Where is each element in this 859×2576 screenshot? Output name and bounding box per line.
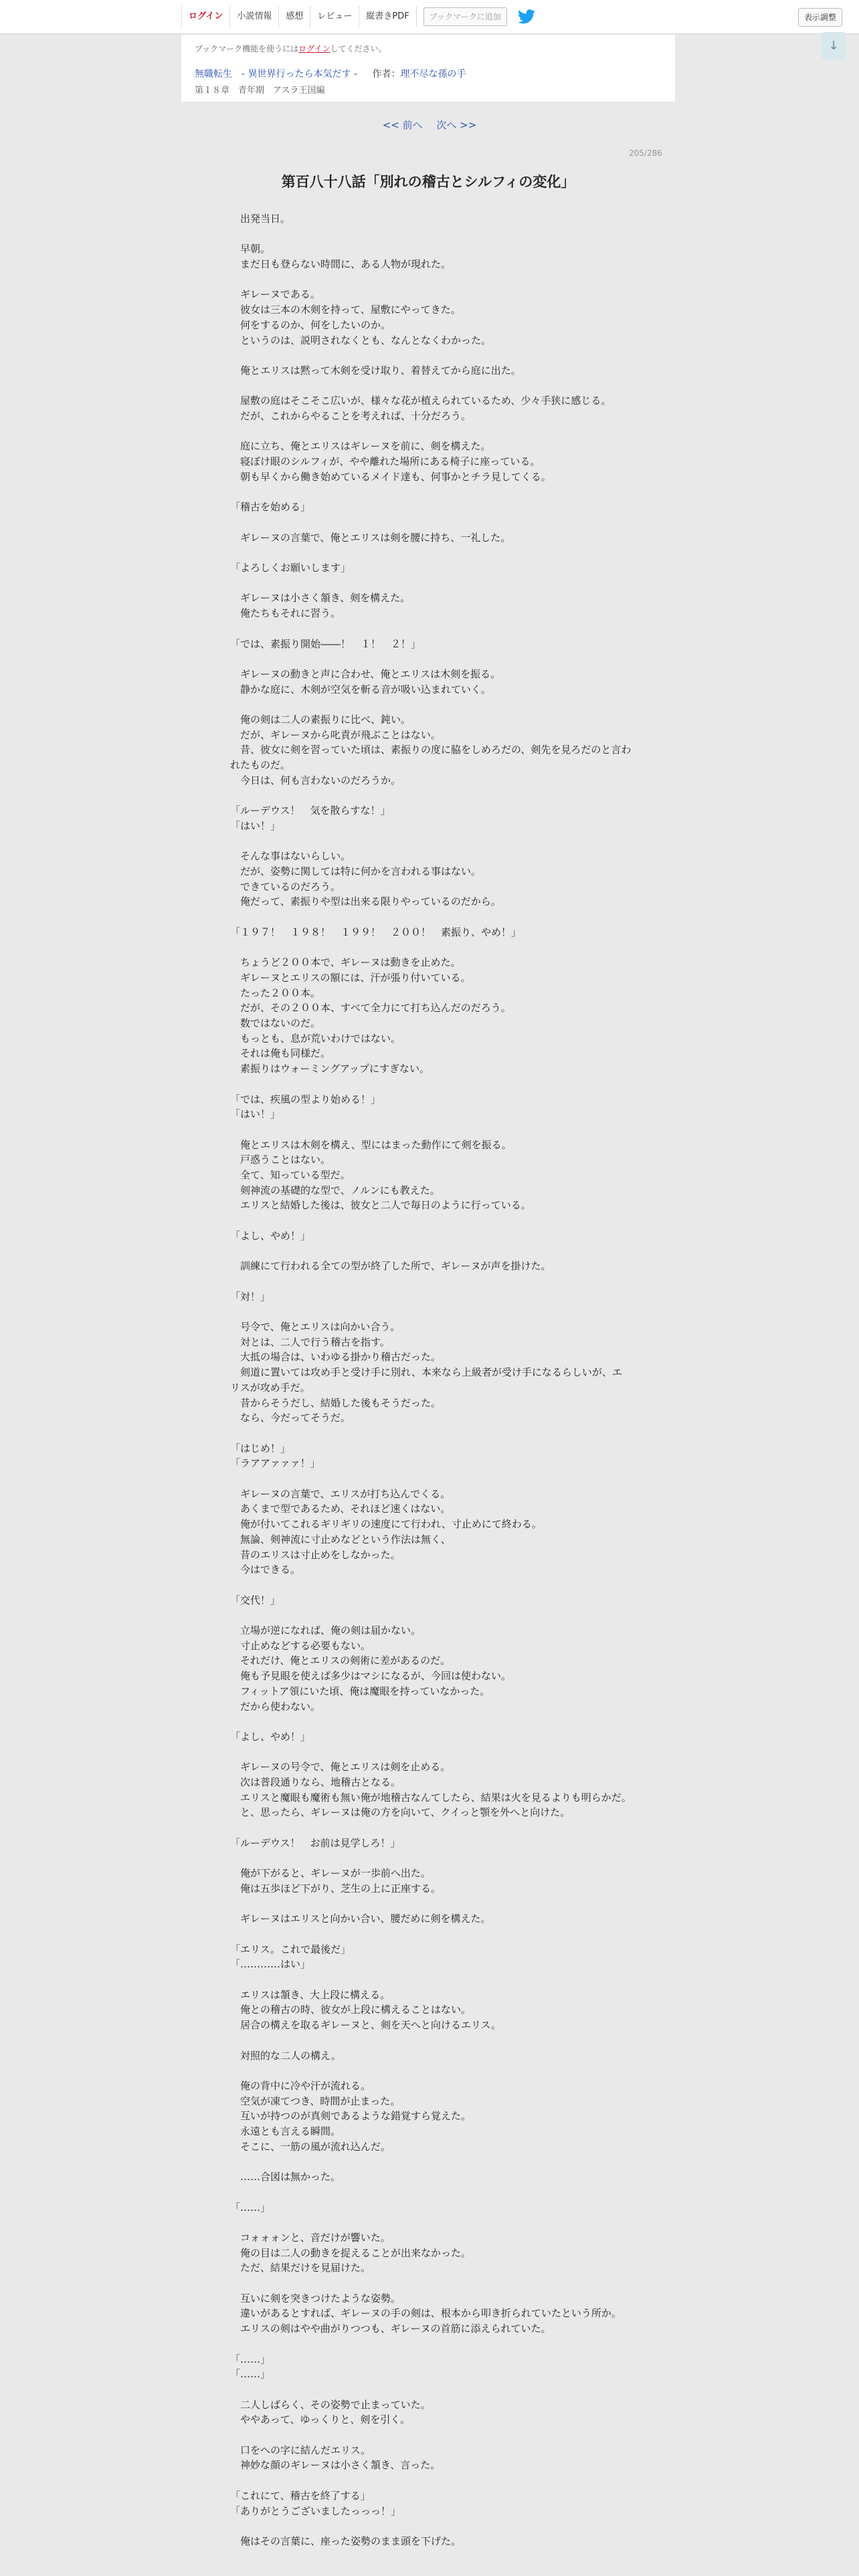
body-line: だが、これからやることを考えれば、十分だろう。 — [230, 410, 472, 423]
body-line: 朝も早くから働き始めているメイド達も、何事かとチラ見してくる。 — [230, 470, 551, 483]
body-line: 俺の目は二人の動きを捉えることが出来なかった。 — [230, 2246, 472, 2259]
body-line: 俺たちもそれに習う。 — [230, 607, 341, 620]
body-line: 寸止めなどする必要もない。 — [230, 1639, 371, 1652]
body-line — [230, 1077, 632, 1092]
body-line: 俺だって、素振りや型は出来る限りやっているのだから。 — [230, 895, 501, 908]
body-line: まだ日も登らない時間に、ある人物が現れた。 — [230, 258, 452, 271]
body-line: フィットア領にいた頃、俺は魔眼を持っていなかった。 — [230, 1685, 490, 1697]
body-line: ギレーヌはエリスと向かい合い、腰だめに剣を構えた。 — [230, 1913, 491, 1925]
body-line: 空気が凍てつき、時間が止まった。 — [230, 2095, 401, 2107]
body-line — [230, 2518, 632, 2534]
body-line: そんな事はないらしい。 — [230, 850, 351, 863]
body-line: コォォォンと、音だけが響いた。 — [230, 2231, 391, 2244]
body-line — [230, 1714, 632, 1729]
body-line: 互いに剣を突きつけたような姿勢。 — [230, 2292, 401, 2304]
top-navigation — [0, 0, 859, 34]
body-line — [230, 424, 632, 439]
notice-text: ブックマーク機能を使うには — [195, 44, 299, 53]
body-line: と、思ったら、ギレーヌは俺の方を向いて、クイっと顎を外へと向けた。 — [230, 1806, 571, 1819]
body-line: 全て、知っている型だ。 — [230, 1169, 351, 1182]
impressions-link[interactable]: 感想 — [279, 6, 310, 27]
body-line — [230, 2382, 632, 2397]
body-line: 「……」 — [230, 2353, 271, 2365]
body-line: エリスの剣はやや曲がりつつも、ギレーヌの首筋に添えられていた。 — [230, 2323, 551, 2335]
body-line: 「エリス。これで最後だ」 — [230, 1943, 351, 1955]
body-line: 「ルーデウス！ お前は見学しろ！」 — [230, 1836, 401, 1849]
body-line: ……合図は無かった。 — [230, 2171, 341, 2183]
body-line — [230, 834, 632, 849]
chapter-title: 第１８章 青年期 アスラ王国編 — [195, 86, 325, 96]
body-line: 数ではないのだ。 — [230, 1017, 321, 1030]
body-line — [230, 651, 632, 667]
body-line: 口をへの字に結んだエリス。 — [230, 2444, 371, 2456]
body-line: エリスと魔眼も魔術も無い俺が地稽古なんてしたら、結果は火を見るよりも明らかだ。 — [230, 1791, 632, 1804]
body-line — [230, 1927, 632, 1942]
body-line: ギレーヌは小さく頷き、剣を構えた。 — [230, 592, 411, 605]
body-line — [230, 2033, 632, 2048]
vertical-pdf-link[interactable]: 縦書きPDF — [359, 6, 416, 27]
body-line — [230, 545, 632, 560]
body-line: エリスは頷き、大上段に構える。 — [230, 1988, 391, 2001]
body-line — [230, 1897, 632, 1912]
body-line: 「では、疾風の型より始める！」 — [230, 1093, 381, 1105]
body-line: 俺が付いてこれるギリギリの速度にて行われ、寸止めにて終わる。 — [230, 1518, 542, 1531]
body-line: ギレーヌの号令で、俺とエリスは剣を止める。 — [230, 1761, 451, 1774]
body-line: 「では、素振り開始――！ １！ ２！」 — [230, 637, 421, 650]
body-line: ギレーヌの言葉で、俺とエリスは剣を腰に持ち、一礼した。 — [230, 531, 511, 544]
body-line: ただ、結果だけを見届けた。 — [230, 2262, 371, 2274]
body-line: 「はい！」 — [230, 1108, 281, 1121]
body-line: それだけ、俺とエリスの剣術に差があるのだ。 — [230, 1654, 451, 1667]
body-line: だから使わない。 — [230, 1700, 321, 1713]
body-line — [230, 379, 632, 394]
body-line: 俺が下がると、ギレーヌが一歩前へ出た。 — [230, 1867, 431, 1880]
body-line: 俺とエリスは木剣を構え、型にはまった動作にて剣を振る。 — [230, 1138, 512, 1151]
body-line — [230, 2154, 632, 2169]
body-line: 立場が逆になれば、俺の剣は届かない。 — [230, 1624, 421, 1636]
body-line: 次は普段通りなら、地稽古となる。 — [230, 1776, 401, 1788]
body-line — [230, 515, 632, 530]
body-line: エリスと結婚した後は、彼女と二人で毎日のように行っている。 — [230, 1199, 531, 1212]
body-line: だが、ギレーヌから叱責が飛ぶことはない。 — [230, 728, 441, 741]
body-line: 対とは、二人で行う稽古を指す。 — [230, 1335, 390, 1348]
body-line: ギレーヌとエリスの額には、汗が張り付いている。 — [230, 971, 471, 984]
body-line: 「よろしくお願いします」 — [230, 562, 351, 574]
body-line — [230, 1274, 632, 1289]
body-line: それは俺も同様だ。 — [230, 1047, 331, 1060]
body-line: できているのだろう。 — [230, 880, 341, 893]
body-line: なら、今だってそうだ。 — [230, 1412, 351, 1424]
body-line — [230, 1608, 632, 1623]
body-line: 戸惑うことはない。 — [230, 1154, 331, 1166]
body-line: 違いがあるとすれば、ギレーヌの手の剣は、根本から叩き折られていたという所か。 — [230, 2307, 622, 2320]
body-line — [230, 348, 632, 363]
body-line: 剣神流の基礎的な型で、ノルンにも教えた。 — [230, 1184, 440, 1196]
twitter-icon[interactable] — [518, 9, 535, 24]
body-line: 「はじめ！」 — [230, 1442, 291, 1455]
page-count: 205/286 — [629, 148, 662, 158]
body-line: ギレーヌの動きと声に合わせ、俺とエリスは木剣を振る。 — [230, 667, 501, 680]
body-line — [230, 909, 632, 925]
body-line: ちょうど２００本で、ギレーヌは動きを止めた。 — [230, 956, 461, 969]
display-settings-button[interactable]: 表示調整 — [798, 8, 842, 27]
body-line: 「対！」 — [230, 1290, 271, 1303]
body-line: 「…………はい」 — [230, 1958, 311, 1971]
body-line: 今はできる。 — [230, 1564, 301, 1576]
body-line — [230, 1122, 632, 1138]
body-line: 「よし、やめ！」 — [230, 1229, 311, 1242]
body-line: 昔、彼女に剣を習っていた頃は、素振りの度に脇をしめろだの、剣先を見ろだのと言われたものだ。 — [230, 744, 632, 772]
body-line — [230, 1820, 632, 1836]
body-line: 俺との稽古の時、彼女が上段に構えることはない。 — [230, 2004, 472, 2016]
body-line — [230, 1213, 632, 1228]
body-line — [230, 940, 632, 956]
body-line: ややあって、ゆっくりと、剣を引く。 — [230, 2413, 411, 2426]
body-line: 訓練にて行われる全ての型が終了した所で、ギレーヌが声を掛けた。 — [230, 1260, 551, 1273]
body-line: そこに、一筋の風が流れ込んだ。 — [230, 2140, 391, 2153]
pager — [0, 118, 859, 132]
body-line: 出発当日。 — [230, 213, 291, 225]
body-line: 俺の背中に冷や汗が流れる。 — [230, 2079, 371, 2092]
body-line: 号令で、俺とエリスは向かい合う。 — [230, 1320, 401, 1333]
login-link[interactable]: ログイン — [181, 6, 230, 27]
body-line: 互いが持つのが真剣であるような錯覚すら覚えた。 — [230, 2110, 472, 2123]
body-line: 俺も予見眼を使えば多少はマシになるが、今回は使わない。 — [230, 1670, 512, 1683]
add-bookmark-button[interactable]: ブックマークに追加 — [423, 7, 507, 26]
body-line — [230, 2063, 632, 2078]
body-line — [230, 2337, 632, 2352]
body-line: 庭に立ち、俺とエリスはギレーヌを前に、剣を構えた。 — [230, 440, 491, 453]
novel-info-link[interactable]: 小説情報 — [230, 6, 279, 27]
body-line: 「交代！」 — [230, 1594, 281, 1606]
series-title-link[interactable]: 無職転生 - 異世界行ったら本気だす - — [195, 69, 358, 80]
arrow-down-icon: ↓ — [828, 39, 839, 53]
bookmark-notice — [195, 43, 387, 54]
body-line: あくまで型であるため、それほど速くはない。 — [230, 1503, 451, 1515]
body-line: 「ルーデウス！ 気を散らすな！」 — [230, 804, 391, 817]
body-line: 昔からそうだし、結婚した後もそうだった。 — [230, 1396, 442, 1409]
body-line: 「ラアアァァァ！」 — [230, 1457, 320, 1470]
body-line: 神妙な顔のギレーヌは小さく頷き、言った。 — [230, 2459, 441, 2472]
body-line: 俺とエリスは黙って木剣を受け取り、着替えてから庭に出た。 — [230, 364, 521, 377]
body-line — [230, 1578, 632, 1593]
next-link[interactable]: 次へ >> — [436, 119, 477, 131]
body-line: 剣道に置いては攻め手と受け手に別れ、本来なら上級者が受け手になるらしいが、エリスが攻め手だ。 — [230, 1366, 622, 1394]
body-line: 「……」 — [230, 2201, 271, 2214]
body-line — [230, 576, 632, 591]
body-line — [230, 697, 632, 712]
notice-text-end: してください。 — [330, 44, 387, 53]
nav-menu — [181, 6, 535, 27]
author-link[interactable]: 理不尽な孫の手 — [400, 69, 466, 80]
body-line: 屋敷の庭はそこそこ広いが、様々な花が植えられているため、少々手狭に感じる。 — [230, 395, 611, 407]
body-line — [230, 2215, 632, 2230]
body-line — [230, 1244, 632, 1259]
body-line — [230, 2185, 632, 2200]
body-line: 俺は五歩ほど下がり、芝生の上に正座する。 — [230, 1882, 442, 1895]
body-line — [230, 2473, 632, 2488]
body-line: 静かな庭に、木剣が空気を斬る音が吸い込まれていく。 — [230, 683, 491, 695]
body-line: ギレーヌの言葉で、エリスが打ち込んでくる。 — [230, 1487, 451, 1500]
body-line: 二人しばらく、その姿勢で止まっていた。 — [230, 2398, 431, 2411]
body-line — [230, 1471, 632, 1487]
body-line — [230, 621, 632, 637]
prev-link[interactable]: << 前へ — [382, 119, 423, 131]
body-line: 「これにて、稽古を終了する」 — [230, 2489, 371, 2502]
body-line — [230, 2428, 632, 2443]
body-line: だが、姿勢に関しては特に何かを言われる事はない。 — [230, 865, 482, 878]
body-line: 寝ぼけ眼のシルフィが、やや離れた場所にある椅子に座っている。 — [230, 455, 541, 468]
body-line — [230, 485, 632, 500]
series-line — [195, 67, 466, 80]
body-line: たった２００本。 — [230, 986, 321, 999]
body-line — [230, 1850, 632, 1866]
scroll-down-button[interactable] — [822, 32, 846, 60]
body-line: 「稽古を始める」 — [230, 501, 311, 514]
body-line: 無論、剣神流に寸止めなどという作法は無く、 — [230, 1533, 451, 1545]
review-link[interactable]: レビュー — [310, 6, 359, 27]
body-line: 「はい！」 — [230, 819, 281, 832]
body-line — [230, 1972, 632, 1988]
body-line: 俺はその言葉に、座った姿勢のまま頭を下げた。 — [230, 2535, 462, 2547]
novel-info-box — [181, 35, 675, 102]
body-line: 昔のエリスは寸止めをしなかった。 — [230, 1548, 401, 1561]
body-line: もっとも、息が荒いわけではない。 — [230, 1032, 401, 1045]
body-line — [230, 2276, 632, 2291]
body-line: というのは、説明されなくとも、なんとなくわかった。 — [230, 334, 492, 346]
body-line: 「……」 — [230, 2368, 271, 2381]
body-line: 彼女は三本の木剣を持って、屋敷にやってきた。 — [230, 304, 461, 316]
body-line: 「１９７！ １９８！ １９９！ ２００！ 素振り、やめ！」 — [230, 926, 522, 938]
body-line: 対照的な二人の構え。 — [230, 2049, 341, 2062]
body-line — [230, 788, 632, 804]
novel-body — [230, 211, 632, 2549]
episode-title: 第百八十八話「別れの稽古とシルフィの変化」 — [281, 174, 575, 190]
notice-login-link[interactable]: ログイン — [298, 44, 330, 53]
author-label: 作者： — [372, 69, 401, 80]
body-line: 何をするのか、何をしたいのか。 — [230, 318, 391, 331]
body-line — [230, 1745, 632, 1760]
body-line — [230, 1426, 632, 1441]
body-line — [230, 1304, 632, 1319]
body-line: 「よし、やめ！」 — [230, 1730, 311, 1743]
body-line: 今日は、何も言わないのだろうか。 — [230, 774, 401, 786]
body-line: 「ありがとうございましたっっっ！」 — [230, 2504, 401, 2517]
body-line: ギレーヌである。 — [230, 288, 320, 301]
body-line: 俺の剣は二人の素振りに比べ、鈍い。 — [230, 714, 411, 726]
body-line: 永遠とも言える瞬間。 — [230, 2125, 341, 2138]
body-line: だが、その２００本、すべて全力にて打ち込んだのだろう。 — [230, 1002, 511, 1014]
body-line — [230, 227, 632, 242]
body-line: 居合の構えを取るギレーヌと、剣を天へと向けるエリス。 — [230, 2019, 502, 2032]
body-line — [230, 272, 632, 288]
body-line: 素振りはウォーミングアップにすぎない。 — [230, 1063, 430, 1075]
body-line: 大抵の場合は、いわゆる掛かり稽古だった。 — [230, 1351, 442, 1364]
body-line: 早朝。 — [230, 243, 271, 255]
